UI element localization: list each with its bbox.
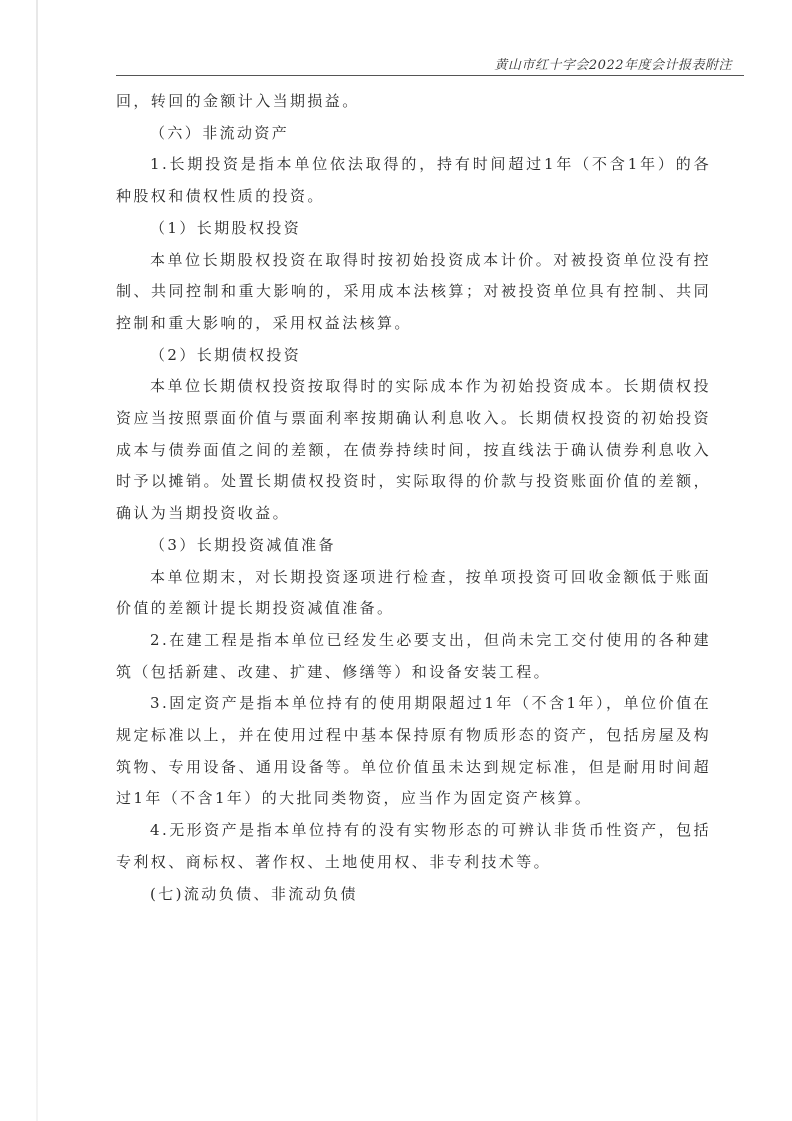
paragraph-long-term-investment: 1.长期投资是指本单位依法取得的，持有时间超过1年（不含1年）的各种股权和债权性质的投资。	[116, 155, 711, 206]
paragraph-fixed-assets: 3.固定资产是指本单位持有的使用期限超过1年（不含1年），单位价值在规定标准以上，并在使用过程中基本保持原有物质形态的资产，包括房屋及构筑物、专用设备、通用设备等。单位价值虽未达到规定标准，但是耐用时间超过1年（不含1年）的大批同类物资，应当作为固定资产核算。	[116, 694, 711, 808]
subheading-impairment-provision: （3）长期投资减值准备	[150, 535, 336, 554]
paragraph-continuation: 回，转回的金额计入当期损益。	[116, 92, 360, 110]
running-header-title: 黄山市红十字会2022年度会计报表附注	[494, 58, 732, 73]
subheading-long-term-equity-investment: （1）长期股权投资	[150, 218, 302, 237]
section-heading-non-current-assets: （六）非流动资产	[150, 123, 290, 142]
paragraph-equity-investment: 本单位长期股权投资在取得时按初始投资成本计价。对被投资单位没有控制、共同控制和重大影响的，采用成本法核算；对被投资单位具有控制、共同控制和重大影响的，采用权益法核算。	[116, 250, 711, 332]
subheading-long-term-debt-investment: （2）长期债权投资	[150, 345, 302, 364]
header-rule	[116, 75, 744, 76]
section-heading-liabilities: (七)流动负债、非流动负债	[150, 884, 358, 903]
scan-edge-shadow	[36, 0, 38, 1121]
paragraph-debt-investment: 本单位长期债权投资按取得时的实际成本作为初始投资成本。长期债权投资应当按照票面价值与票面利率按期确认利息收入。长期债权投资的初始投资成本与债券面值之间的差额，在债券持续时间，按直线法于确认债券利息收入时予以摊销。处置长期债权投资时，实际取得的价款与投资账面价值的差额，确认为当期投资收益。	[116, 377, 711, 523]
paragraph-intangible-assets: 4.无形资产是指本单位持有的没有实物形态的可辨认非货币性资产，包括专利权、商标权、著作权、土地使用权、非专利技术等。	[116, 821, 711, 871]
paragraph-construction-in-progress: 2.在建工程是指本单位已经发生必要支出，但尚未完工交付使用的各种建筑（包括新建、改建、扩建、修缮等）和设备安装工程。	[116, 630, 711, 681]
body-text	[116, 86, 711, 910]
paragraph-impairment: 本单位期末，对长期投资逐项进行检查，按单项投资可回收金额低于账面价值的差额计提长期投资减值准备。	[116, 567, 711, 618]
